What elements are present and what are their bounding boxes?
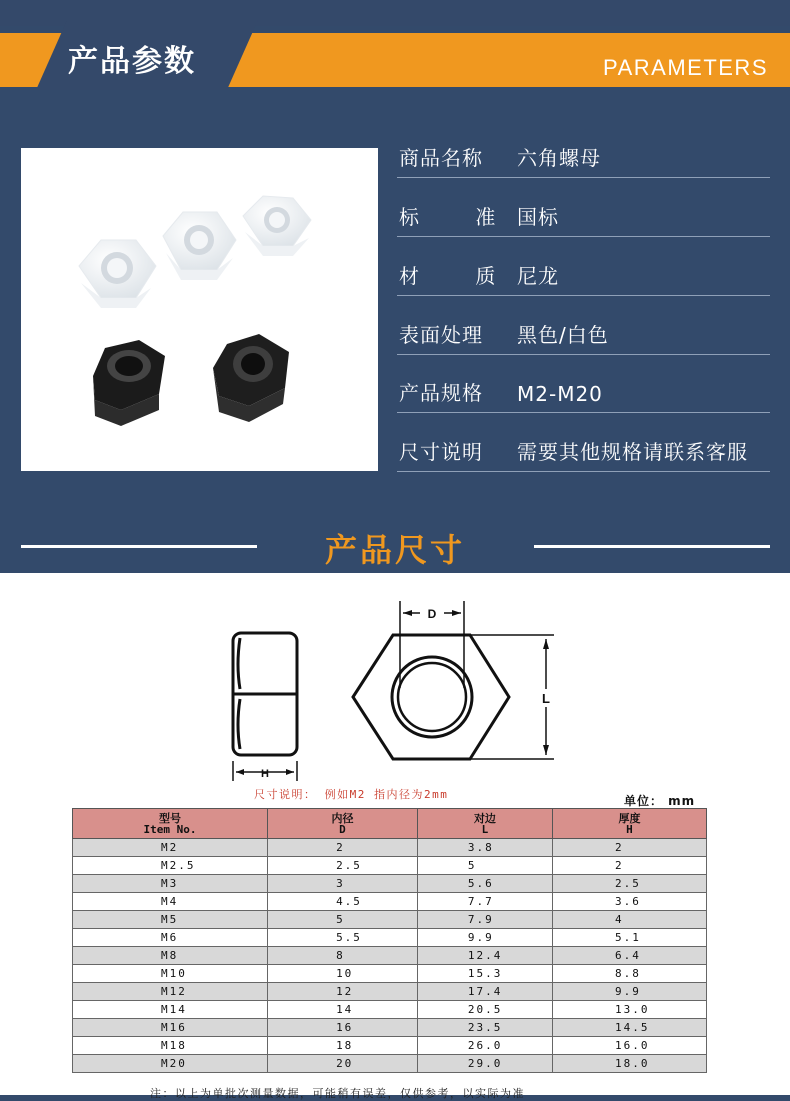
- cell-d: 5.5: [268, 929, 418, 947]
- cell-l: 26.0: [417, 1037, 552, 1055]
- table-row: [73, 893, 707, 911]
- cell-h: 3.6: [552, 893, 706, 911]
- cell-l: 5: [417, 857, 552, 875]
- size-table: [72, 808, 707, 1073]
- table-row: [73, 1019, 707, 1037]
- cell-d: 4.5: [268, 893, 418, 911]
- cell-d: 14: [268, 1001, 418, 1019]
- cell-l: 5.6: [417, 875, 552, 893]
- param-row-spec: [397, 355, 770, 413]
- param-row-standard: [397, 179, 770, 237]
- cell-h: 6.4: [552, 947, 706, 965]
- table-row: [73, 857, 707, 875]
- label-d: D: [427, 607, 437, 621]
- cell-h: 8.8: [552, 965, 706, 983]
- table-row: [73, 983, 707, 1001]
- unit-label: 单位： mm: [624, 794, 696, 808]
- header-l: 对边 L: [417, 809, 552, 839]
- cell-item: M10: [73, 965, 268, 983]
- param-label: 产品规格: [399, 381, 483, 405]
- cell-item: M14: [73, 1001, 268, 1019]
- cell-h: 5.1: [552, 929, 706, 947]
- hex-nuts-image: [21, 148, 378, 471]
- param-value: 国标: [517, 205, 559, 229]
- cell-d: 2: [268, 839, 418, 857]
- cell-l: 15.3: [417, 965, 552, 983]
- table-row: [73, 839, 707, 857]
- cell-l: 23.5: [417, 1019, 552, 1037]
- param-value: M2-M20: [517, 382, 603, 406]
- cell-d: 20: [268, 1055, 418, 1073]
- label-h: H: [261, 768, 269, 780]
- label-l: L: [542, 691, 550, 706]
- cell-d: 18: [268, 1037, 418, 1055]
- param-label: 表面处理: [399, 323, 483, 347]
- cell-h: 9.9: [552, 983, 706, 1001]
- cell-l: 20.5: [417, 1001, 552, 1019]
- header-d: 内径 D: [268, 809, 418, 839]
- cell-d: 5: [268, 911, 418, 929]
- cell-item: M4: [73, 893, 268, 911]
- param-row-name: [397, 120, 770, 178]
- param-value: 尼龙: [517, 264, 559, 288]
- cell-h: 2.5: [552, 875, 706, 893]
- cell-h: 14.5: [552, 1019, 706, 1037]
- cell-d: 16: [268, 1019, 418, 1037]
- cell-l: 17.4: [417, 983, 552, 1001]
- table-row: [73, 947, 707, 965]
- cell-d: 8: [268, 947, 418, 965]
- cell-item: M3: [73, 875, 268, 893]
- cell-d: 10: [268, 965, 418, 983]
- param-row-size-note: [397, 414, 770, 472]
- param-label: 尺寸说明: [399, 440, 483, 464]
- size-caption: 尺寸说明： 例如M2 指内径为2mm: [254, 788, 449, 801]
- cell-item: M12: [73, 983, 268, 1001]
- cell-l: 7.9: [417, 911, 552, 929]
- param-label: 商品名称: [399, 146, 483, 170]
- cell-item: M8: [73, 947, 268, 965]
- cell-h: 4: [552, 911, 706, 929]
- table-row: [73, 911, 707, 929]
- cell-l: 12.4: [417, 947, 552, 965]
- cell-l: 9.9: [417, 929, 552, 947]
- product-photo: [21, 148, 378, 471]
- size-table-body: [73, 839, 707, 1073]
- table-row: [73, 875, 707, 893]
- footnote: 注：以上为单批次测量数据，可能稍有误差，仅供参考，以实际为准: [150, 1087, 525, 1100]
- dimension-panel: [0, 573, 790, 1100]
- table-row: [73, 1001, 707, 1019]
- param-value: 需要其他规格请联系客服: [517, 440, 748, 464]
- cell-h: 13.0: [552, 1001, 706, 1019]
- section-title: 产品尺寸: [324, 531, 465, 569]
- param-value: 六角螺母: [517, 146, 601, 170]
- table-row: [73, 965, 707, 983]
- page-title: 产品参数: [68, 44, 196, 79]
- param-row-surface: [397, 297, 770, 355]
- cell-item: M18: [73, 1037, 268, 1055]
- table-row: [73, 929, 707, 947]
- param-label: 标 准: [399, 205, 497, 229]
- page-subtitle-en: PARAMETERS: [603, 55, 768, 80]
- cell-item: M2.5: [73, 857, 268, 875]
- table-row: [73, 1055, 707, 1073]
- cell-d: 2.5: [268, 857, 418, 875]
- param-row-material: [397, 238, 770, 296]
- cell-item: M20: [73, 1055, 268, 1073]
- cell-l: 29.0: [417, 1055, 552, 1073]
- param-value: 黑色/白色: [517, 323, 609, 347]
- header-h: 厚度 H: [552, 809, 706, 839]
- nut-dimension-diagram: [0, 573, 790, 780]
- cell-d: 12: [268, 983, 418, 1001]
- cell-d: 3: [268, 875, 418, 893]
- header-item: 型号 Item No.: [73, 809, 268, 839]
- cell-item: M5: [73, 911, 268, 929]
- cell-h: 18.0: [552, 1055, 706, 1073]
- cell-h: 2: [552, 857, 706, 875]
- cell-l: 7.7: [417, 893, 552, 911]
- table-row: [73, 1037, 707, 1055]
- cell-h: 16.0: [552, 1037, 706, 1055]
- cell-item: M6: [73, 929, 268, 947]
- cell-item: M2: [73, 839, 268, 857]
- cell-l: 3.8: [417, 839, 552, 857]
- cell-h: 2: [552, 839, 706, 857]
- param-label: 材 质: [399, 264, 497, 288]
- table-header-row: [73, 809, 707, 839]
- cell-item: M16: [73, 1019, 268, 1037]
